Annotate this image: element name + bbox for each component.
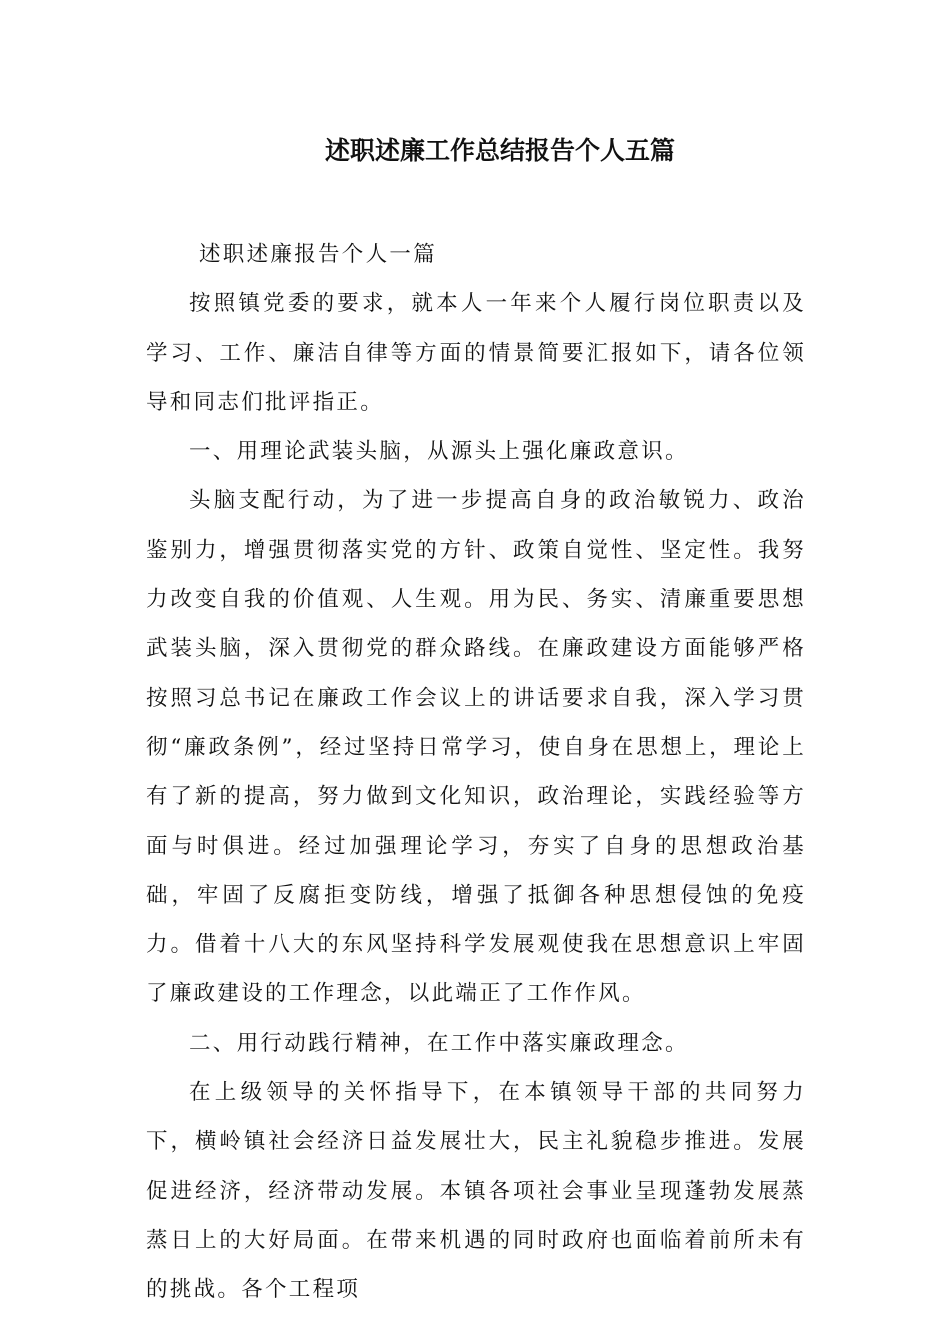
section-subtitle: 述职述廉报告个人一篇 [199,242,438,267]
document-body [146,230,806,1315]
section-heading-2: 二、用行动践行精神，在工作中落实廉政理念。 [189,1030,689,1056]
document-title: 述职述廉工作总结报告个人五篇 [324,136,675,165]
section-heading-1: 一、用理论武装头脑，从源头上强化廉政意识。 [189,439,689,465]
paragraph-action: 在上级领导的关怀指导下，在本镇领导干部的共同努力下，横岭镇社会经济日益发展壮大，民主礼貌稳步推进。发展促进经济，经济带动发展。本镇各项社会事业呈现蓬勃发展蒸蒸日上的大好局面。在带来机遇的同时政府也面临着前所未有的挑战。各个工程项 [146,1080,806,1303]
paragraph-intro: 按照镇党委的要求，就本人一年来个人履行岗位职责以及学习、工作、廉洁自律等方面的情景简要汇报如下，请各位领导和同志们批评指正。 [146,291,806,415]
paragraph-theory: 头脑支配行动，为了进一步提高自身的政治敏锐力、政治鉴别力，增强贯彻落实党的方针、政策自觉性、坚定性。我努力改变自我的价值观、人生观。用为民、务实、清廉重要思想武装头脑，深入贯彻党的群众路线。在廉政建设方面能够严格按照习总书记在廉政工作会议上的讲话要求自我，深入学习贯彻“廉政条例”，经过坚持日常学习，使自身在思想上，理论上有了新的提高，努力做到文化知识，政治理论，实践经验等方面与时俱进。经过加强理论学习，夯实了自身的思想政治基础，牢固了反腐拒变防线，增强了抵御各种思想侵蚀的免疫力。借着十八大的东风坚持科学发展观使我在思想意识上牢固了廉政建设的工作理念，以此端正了工作作风。 [146,488,806,1007]
